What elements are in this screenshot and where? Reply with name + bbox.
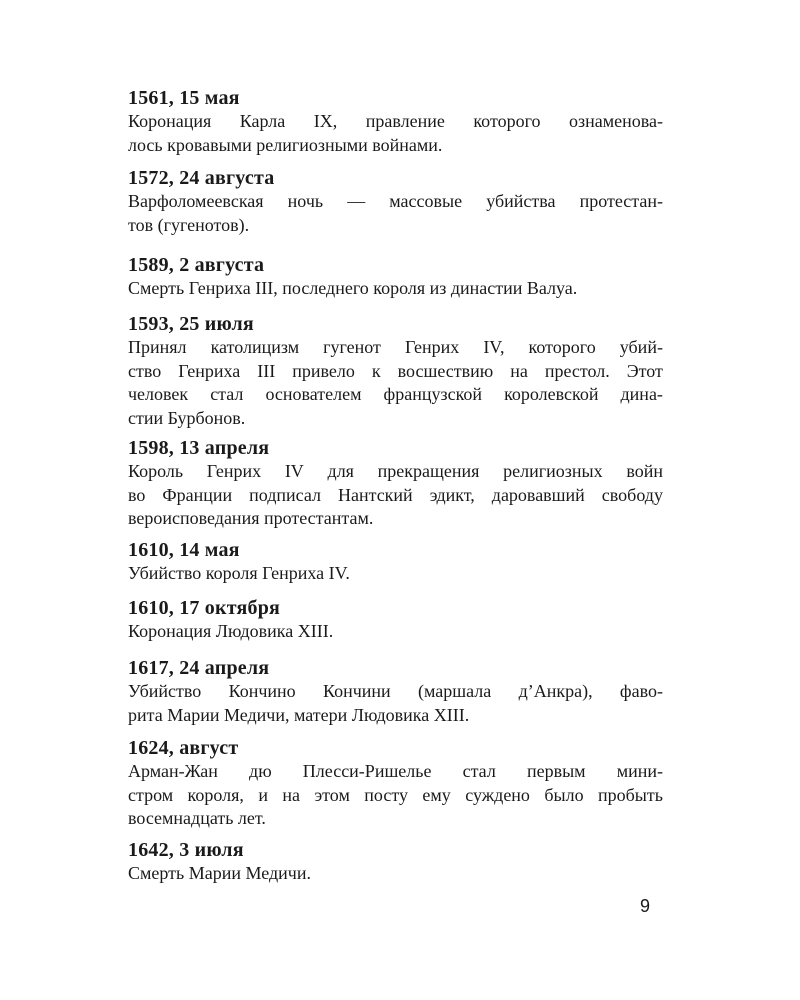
entry-date: 1598, 13 апреля <box>128 437 270 459</box>
entry-text-line: Король Генрих IV для прекращения религиозных войн <box>128 461 663 481</box>
entry-date: 1572, 24 августа <box>128 167 275 189</box>
entry-text-line: Варфоломеевская ночь — массовые убийства протестан- <box>128 191 663 211</box>
entry-text-line: во Франции подписал Нантский эдикт, даровавший свободу <box>128 484 663 505</box>
entry-text-line: Убийство Кончино Кончини (маршала д’Анкра), фаво- <box>128 681 663 701</box>
page-number: 9 <box>640 896 651 916</box>
entry-text-line: Принял католицизм гугенот Генрих IV, которого убий- <box>128 337 663 357</box>
entry-date: 1593, 25 июля <box>128 313 254 335</box>
chronology-entry <box>128 736 663 831</box>
chronology-entry <box>128 86 663 157</box>
entry-text-line: Смерть Марии Медичи. <box>128 863 311 883</box>
entry-text-line: Коронация Людовика XIII. <box>128 621 334 641</box>
chronology-entry <box>128 656 663 727</box>
entry-text-line: Смерть Генриха III, последнего короля из династии Валуа. <box>128 278 578 298</box>
entry-text-line: восемнадцать лет. <box>128 808 266 828</box>
entry-text-line: стром короля, и на этом посту ему суждено было пробыть <box>128 784 663 805</box>
chronology-entry <box>128 166 663 237</box>
entry-date: 1589, 2 августа <box>128 254 265 276</box>
entry-text-line: вероисповедания протестантам. <box>128 508 374 528</box>
chronology-entry <box>128 596 663 644</box>
chronology-entry <box>128 436 663 531</box>
chronology-entry <box>128 538 663 586</box>
entry-text-line: Убийство короля Генриха IV. <box>128 563 350 583</box>
entry-text-line: лось кровавыми религиозными войнами. <box>128 134 443 155</box>
chronology-entry <box>128 838 663 886</box>
entry-text-line: стии Бурбонов. <box>128 407 246 428</box>
chronology-entry <box>128 312 663 430</box>
entry-date: 1617, 24 апреля <box>128 657 270 679</box>
entry-date: 1642, 3 июля <box>128 839 244 861</box>
entry-text-line: человек стал основателем французской королевской дина- <box>128 384 663 404</box>
entry-date: 1610, 14 мая <box>128 539 240 561</box>
entry-date: 1610, 17 октября <box>128 597 281 619</box>
entry-text-line: тов (гугенотов). <box>128 214 250 235</box>
entry-text-line: Коронация Карла IX, правление которого ознаменова- <box>128 111 663 131</box>
entry-text-line: рита Марии Медичи, матери Людовика XIII. <box>128 704 470 725</box>
chronology-entry <box>128 253 663 301</box>
entry-text-line: ство Генриха III привело к восшествию на престол. Этот <box>128 360 663 381</box>
entry-date: 1624, август <box>128 737 239 759</box>
entry-text-line: Арман-Жан дю Плесси-Ришелье стал первым мини- <box>128 761 663 781</box>
entry-date: 1561, 15 мая <box>128 87 240 109</box>
